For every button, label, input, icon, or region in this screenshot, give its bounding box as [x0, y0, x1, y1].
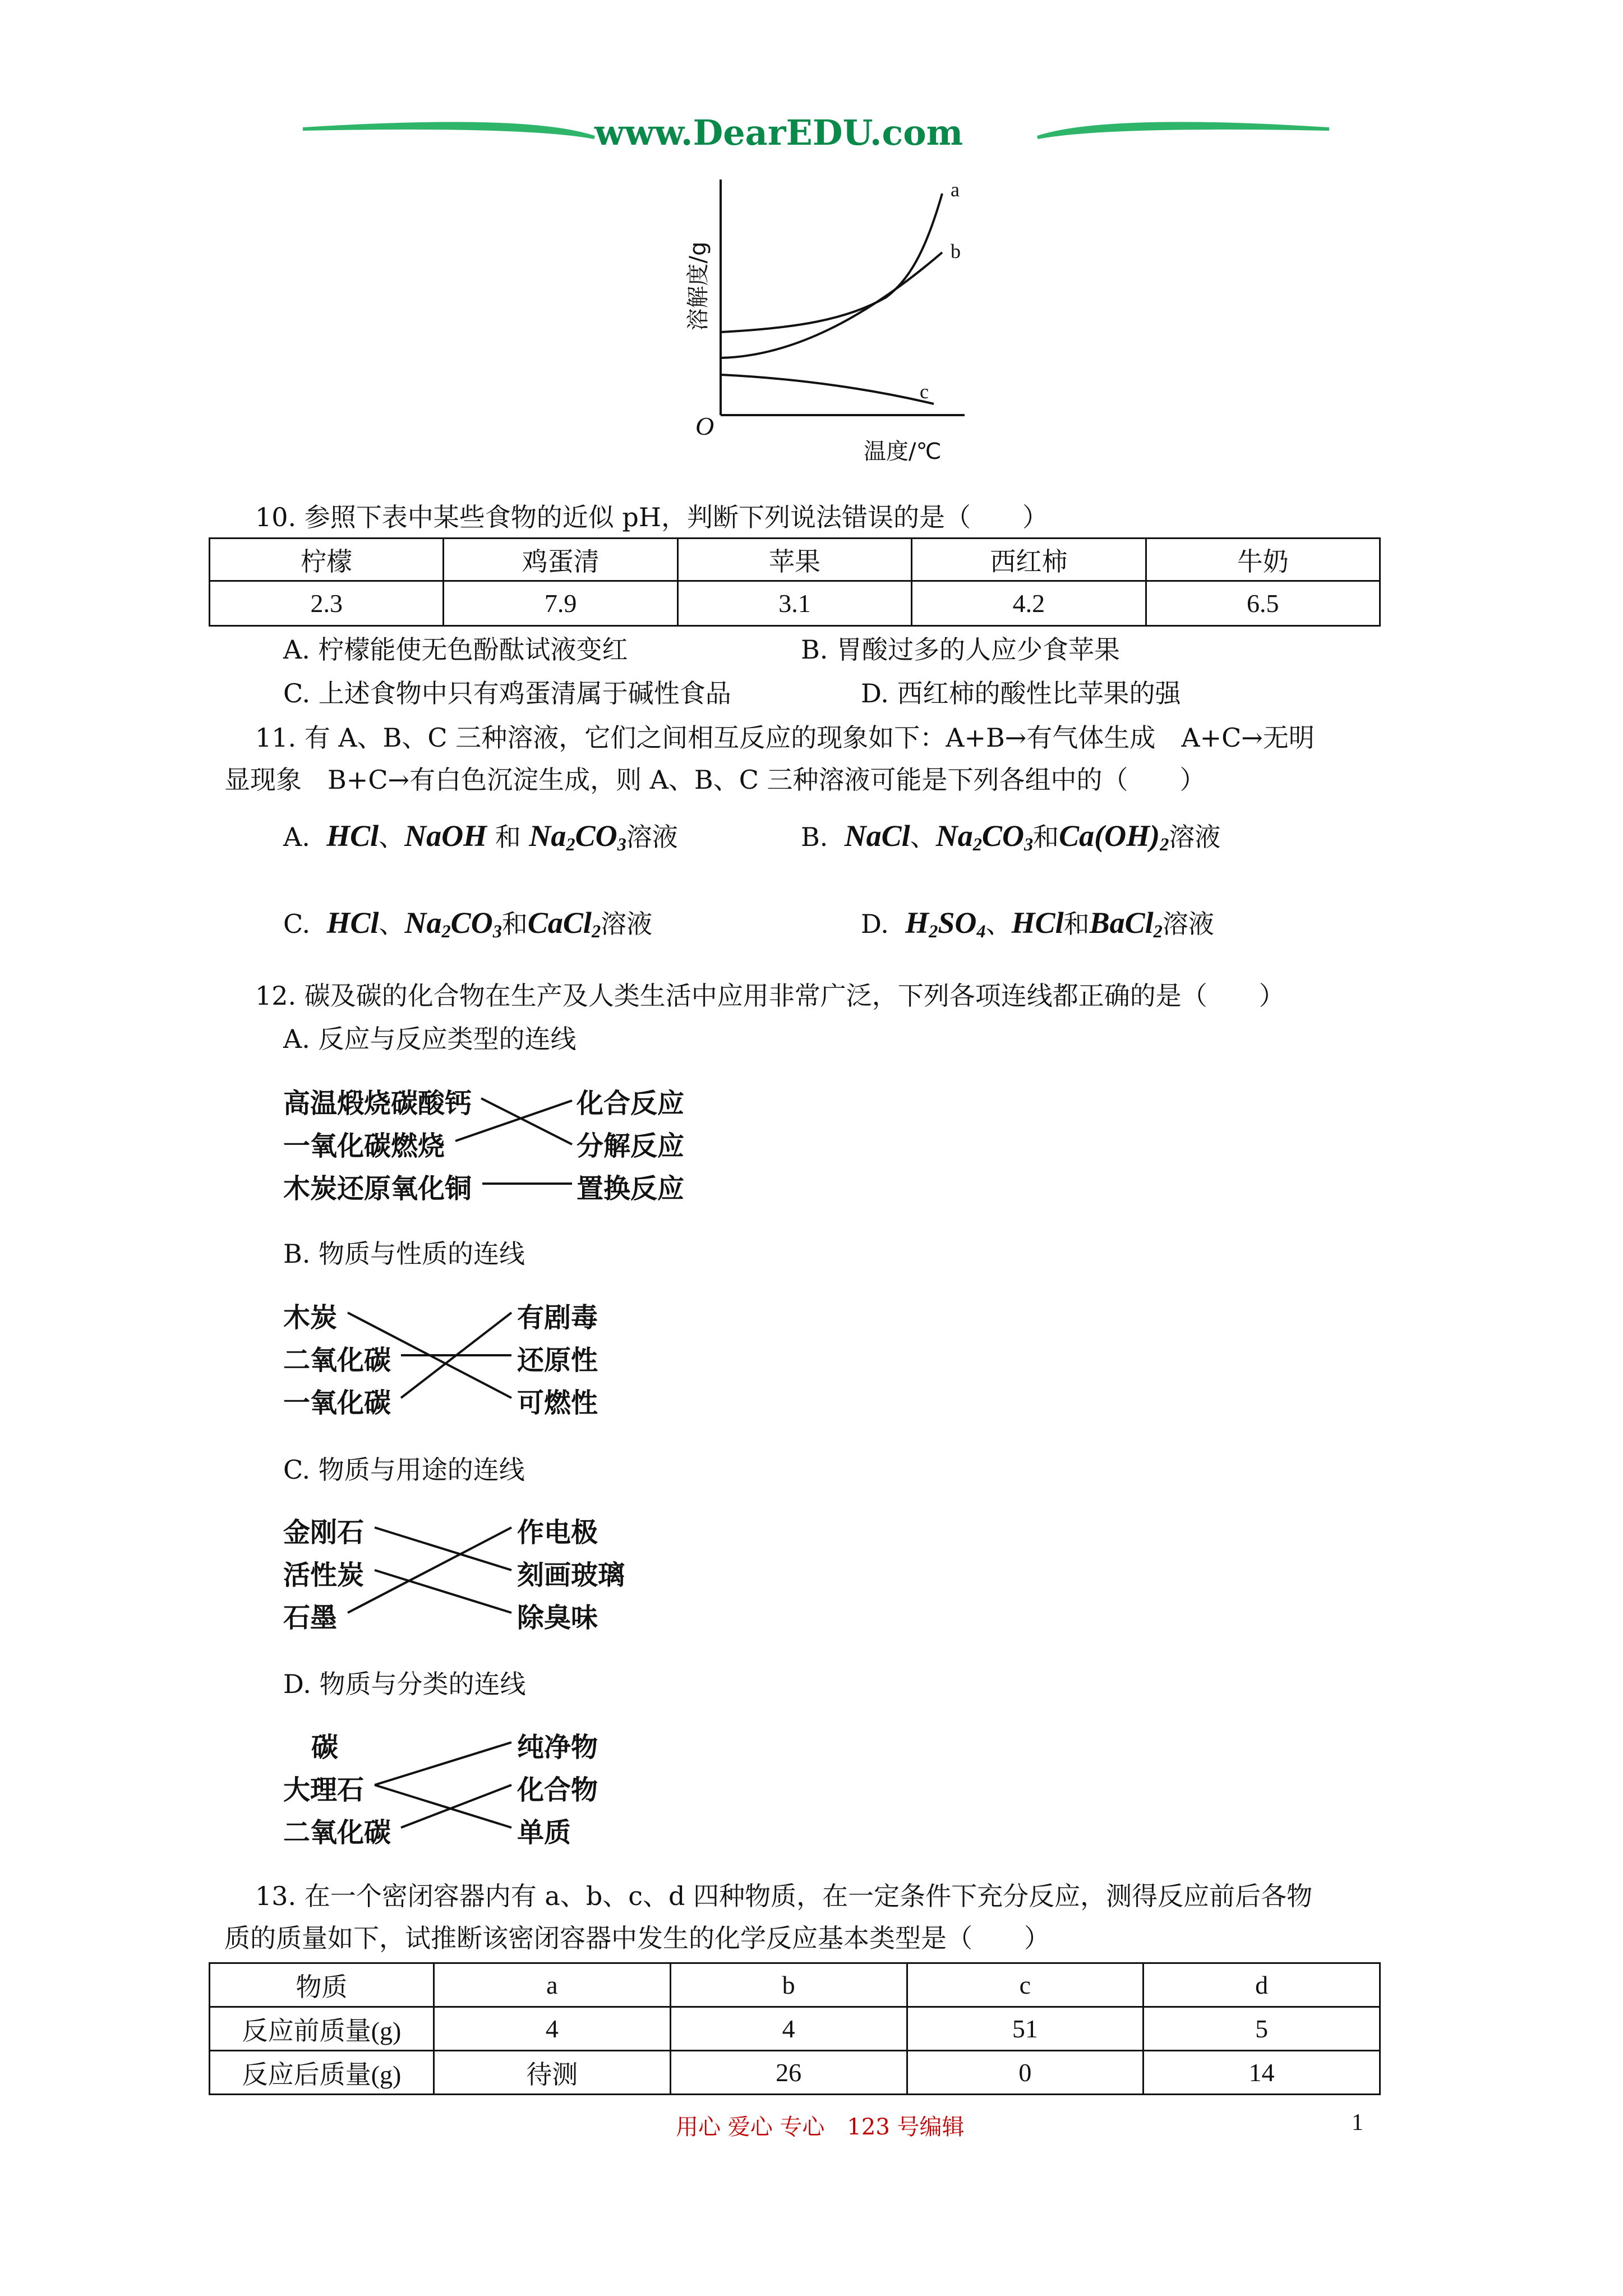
q13-cell: 反应后质量(g)	[210, 2051, 434, 2095]
q10-value-cell: 3.1	[677, 581, 911, 626]
q10-option-c: C. 上述食物中只有鸡蛋清属于碱性食品	[283, 678, 731, 708]
y-axis-label: 溶解度/g	[685, 241, 711, 331]
q12-a-left-2: 一氧化碳燃烧	[283, 1130, 445, 1162]
footer-text: 用心 爱心 专心 123 号编辑	[676, 2114, 965, 2140]
q10-header-cell: 西红柿	[912, 539, 1146, 581]
page-number: 1	[1352, 2110, 1363, 2136]
q10-header-cell: 柠檬	[210, 539, 444, 581]
q10-value-cell: 7.9	[444, 581, 677, 626]
q12-d-title: D. 物质与分类的连线	[283, 1669, 526, 1699]
q11-line-1: 11. 有 A、B、C 三种溶液，它们之间相互反应的现象如下：A+B→有气体生成 A+C→无明	[255, 723, 1315, 753]
q13-cell: 物质	[210, 1963, 434, 2007]
q12-c-left-2: 活性炭	[283, 1559, 365, 1591]
q12-b-right-3: 可燃性	[517, 1387, 598, 1419]
q12-a-right-3: 置换反应	[577, 1173, 685, 1204]
q10-option-a: A. 柠檬能使无色酚酞试液变红	[283, 634, 628, 665]
q12-d-left-2: 大理石	[283, 1774, 365, 1806]
q13-cell: 4	[670, 2007, 907, 2051]
q12-d-right-2: 化合物	[517, 1774, 598, 1806]
q12-a-right-2: 分解反应	[577, 1130, 685, 1162]
q12-c-right-3: 除臭味	[517, 1602, 598, 1634]
q10-header-cell: 牛奶	[1146, 539, 1380, 581]
q13-cell: 5	[1144, 2007, 1380, 2051]
x-axis-label: 温度/℃	[864, 439, 942, 464]
q13-cell: d	[1144, 1963, 1380, 2007]
q12-a-right-1: 化合反应	[577, 1088, 685, 1119]
q12-c-title: C. 物质与用途的连线	[283, 1455, 525, 1485]
q11-option-a: A. HCl、NaOH 和 $Na_2CO_3$溶液	[283, 819, 678, 855]
q10-option-b: B. 胃酸过多的人应少食苹果	[801, 634, 1121, 665]
q11-option-d: D. $H_2SO_4$、HCl和BaCl$_2$溶液	[861, 906, 1214, 942]
q12-b-left-3: 一氧化碳	[283, 1387, 391, 1419]
q10-value-cell: 4.2	[912, 581, 1146, 626]
q13-cell: 待测	[434, 2051, 671, 2095]
origin-label: O	[695, 412, 714, 440]
q10-value-cell: 2.3	[210, 581, 444, 626]
curve-a-label: a	[951, 178, 960, 201]
q10-text: 10. 参照下表中某些食物的近似 pH，判断下列说法错误的是（ ）	[255, 502, 1048, 532]
q12-c-right-2: 刻画玻璃	[517, 1559, 625, 1591]
q13-cell: b	[670, 1963, 907, 2007]
q11-option-b: B. NaCl、$Na_2CO_3$和$Ca(OH)_2$溶液	[801, 819, 1221, 855]
q13-mass-table	[209, 1962, 1381, 2095]
q12-b-right-1: 有剧毒	[517, 1302, 598, 1333]
q13-cell: 26	[670, 2051, 907, 2095]
q13-cell: 反应前质量(g)	[210, 2007, 434, 2051]
q12-b-left-2: 二氧化碳	[283, 1345, 391, 1376]
q12-d-right-1: 纯净物	[517, 1732, 598, 1763]
q12-c-left-1: 金刚石	[283, 1517, 365, 1548]
q11-line-2: 显现象 B+C→有白色沉淀生成，则 A、B、C 三种溶液可能是下列各组中的（ ）	[224, 765, 1206, 795]
q12-a-left-3: 木炭还原氧化铜	[283, 1173, 472, 1204]
header-site-name: www.DearEDU.com	[594, 112, 963, 153]
q12-a-title: A. 反应与反应类型的连线	[283, 1024, 577, 1054]
q10-header-cell: 苹果	[677, 539, 911, 581]
q12-c-right-1: 作电极	[517, 1517, 598, 1548]
q13-line-1: 13. 在一个密闭容器内有 a、b、c、d 四种物质，在一定条件下充分反应，测得反应前后各物	[255, 1881, 1313, 1911]
q13-cell: 14	[1144, 2051, 1380, 2095]
q13-cell: a	[434, 1963, 671, 2007]
q13-cell: 4	[434, 2007, 671, 2051]
q13-cell: 51	[907, 2007, 1144, 2051]
q12-b-right-2: 还原性	[517, 1345, 598, 1376]
q12-d-left-3: 二氧化碳	[283, 1817, 391, 1848]
q13-line-2: 质的质量如下，试推断该密闭容器中发生的化学反应基本类型是（ ）	[224, 1923, 1050, 1953]
curve-c-label: c	[920, 380, 929, 403]
q12-a-left-1: 高温煅烧碳酸钙	[283, 1088, 472, 1119]
q12-b-title: B. 物质与性质的连线	[283, 1239, 525, 1269]
q12-b-left-1: 木炭	[283, 1302, 338, 1333]
q12-c-left-3: 石墨	[283, 1602, 338, 1634]
q10-value-cell: 6.5	[1146, 581, 1380, 626]
q10-header-cell: 鸡蛋清	[444, 539, 677, 581]
q12-text: 12. 碳及碳的化合物在生产及人类生活中应用非常广泛，下列各项连线都正确的是（ ）	[255, 981, 1285, 1011]
q10-option-d: D. 西红柿的酸性比苹果的强	[861, 678, 1181, 708]
q12-d-left-1: 碳	[311, 1732, 339, 1763]
q11-option-c: C. HCl、$Na_2CO_3$和CaCl$_2$溶液	[283, 906, 653, 942]
q13-cell: 0	[907, 2051, 1144, 2095]
q13-cell: c	[907, 1963, 1144, 2007]
q12-d-right-3: 单质	[517, 1817, 571, 1848]
curve-b-label: b	[951, 240, 961, 263]
